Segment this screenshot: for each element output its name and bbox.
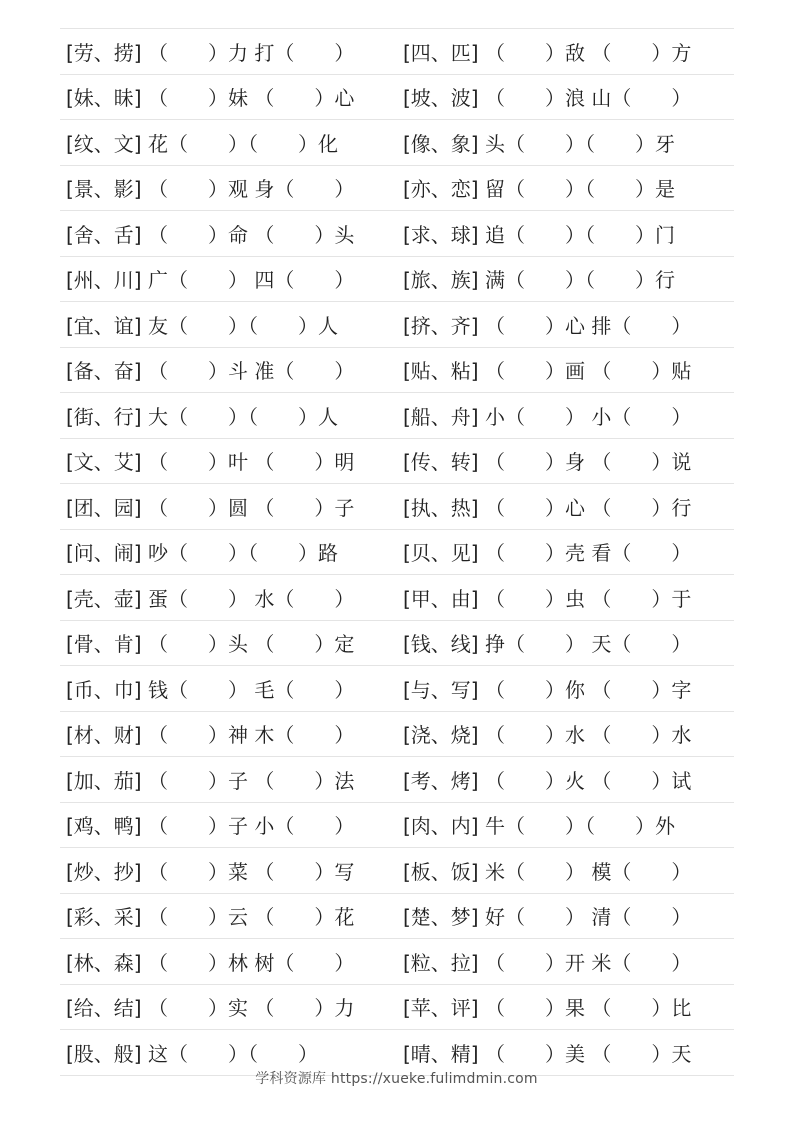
exercise-item-right: [旅、族] 满（ ）（ ）行	[403, 268, 675, 293]
exercise-item-left: [彩、采] （ ）云 （ ）花	[66, 905, 355, 930]
exercise-item-left: [给、结] （ ）实 （ ）力	[66, 996, 355, 1021]
table-row	[60, 484, 734, 530]
exercise-item-left: [币、巾] 钱（ ） 毛（ ）	[66, 677, 355, 702]
exercise-item-left: [劳、捞] （ ）力 打（ ）	[66, 40, 355, 65]
exercise-item-right: [贝、见] （ ）壳 看（ ）	[403, 541, 692, 566]
exercise-item-left: [州、川] 广（ ） 四（ ）	[66, 268, 355, 293]
exercise-item-left: [炒、抄] （ ）菜 （ ）写	[66, 859, 355, 884]
exercise-item-right: [亦、恋] 留（ ）（ ）是	[403, 177, 675, 202]
exercise-item-left: [鸡、鸭] （ ）子 小（ ）	[66, 814, 355, 839]
table-row	[60, 393, 734, 439]
exercise-item-right: [板、饭] 米（ ） 模（ ）	[403, 859, 692, 884]
exercise-item-right: [求、球] 追（ ）（ ）门	[403, 222, 675, 247]
table-row	[60, 75, 734, 121]
table-row	[60, 939, 734, 985]
exercise-item-right: [执、热] （ ）心 （ ）行	[403, 495, 692, 520]
exercise-item-left: [壳、壶] 蛋（ ） 水（ ）	[66, 586, 355, 611]
table-row	[60, 712, 734, 758]
exercise-item-right: [坡、波] （ ）浪 山（ ）	[403, 86, 692, 111]
table-row	[60, 757, 734, 803]
table-row	[60, 302, 734, 348]
table-row	[60, 666, 734, 712]
table-row	[60, 211, 734, 257]
table-row	[60, 120, 734, 166]
table-row	[60, 530, 734, 576]
watermark-footer: 学科资源库 https://xueke.fulimdmin.com	[255, 1071, 538, 1087]
exercise-item-right: [粒、拉] （ ）开 米（ ）	[403, 950, 692, 975]
exercise-item-right: [晴、精] （ ）美 （ ）天	[403, 1041, 692, 1066]
exercise-item-left: [材、财] （ ）神 木（ ）	[66, 723, 355, 748]
exercise-table	[60, 28, 734, 1076]
exercise-item-right: [船、舟] 小（ ） 小（ ）	[403, 404, 692, 429]
exercise-item-left: [问、闹] 吵（ ）（ ）路	[66, 541, 338, 566]
table-row	[60, 894, 734, 940]
exercise-item-left: [文、艾] （ ）叶 （ ）明	[66, 450, 355, 475]
table-row	[60, 166, 734, 212]
table-row	[60, 257, 734, 303]
exercise-item-left: [林、森] （ ）林 树（ ）	[66, 950, 355, 975]
exercise-item-left: [加、茄] （ ）子 （ ）法	[66, 768, 355, 793]
exercise-item-right: [像、象] 头（ ）（ ）牙	[403, 131, 675, 156]
exercise-item-right: [钱、线] 挣（ ） 天（ ）	[403, 632, 692, 657]
exercise-item-left: [舍、舌] （ ）命 （ ）头	[66, 222, 355, 247]
exercise-item-left: [股、般] 这（ ）（ ）	[66, 1041, 318, 1066]
exercise-item-left: [景、影] （ ）观 身（ ）	[66, 177, 355, 202]
table-row	[60, 803, 734, 849]
exercise-item-right: [贴、粘] （ ）画 （ ）贴	[403, 359, 692, 384]
table-row	[60, 848, 734, 894]
table-row	[60, 439, 734, 485]
exercise-item-right: [考、烤] （ ）火 （ ）试	[403, 768, 692, 793]
exercise-item-left: [街、行] 大（ ）（ ）人	[66, 404, 338, 429]
table-row	[60, 575, 734, 621]
exercise-item-left: [宜、谊] 友（ ）（ ）人	[66, 313, 338, 338]
exercise-item-right: [与、写] （ ）你 （ ）字	[403, 677, 692, 702]
exercise-item-left: [妹、昧] （ ）妹 （ ）心	[66, 86, 355, 111]
exercise-item-right: [传、转] （ ）身 （ ）说	[403, 450, 692, 475]
exercise-item-left: [备、奋] （ ）斗 准（ ）	[66, 359, 355, 384]
exercise-item-right: [四、匹] （ ）敌 （ ）方	[403, 40, 692, 65]
table-row	[60, 985, 734, 1031]
exercise-item-right: [浇、烧] （ ）水 （ ）水	[403, 723, 692, 748]
table-row	[60, 348, 734, 394]
exercise-item-right: [肉、内] 牛（ ）（ ）外	[403, 814, 675, 839]
exercise-item-left: [骨、肯] （ ）头 （ ）定	[66, 632, 355, 657]
table-row	[60, 29, 734, 75]
exercise-item-left: [团、园] （ ）圆 （ ）子	[66, 495, 355, 520]
exercise-item-right: [甲、由] （ ）虫 （ ）于	[403, 586, 692, 611]
table-row	[60, 621, 734, 667]
exercise-item-left: [纹、文] 花（ ）（ ）化	[66, 131, 338, 156]
exercise-item-right: [挤、齐] （ ）心 排（ ）	[403, 313, 692, 338]
exercise-item-right: [苹、评] （ ）果 （ ）比	[403, 996, 692, 1021]
exercise-item-right: [楚、梦] 好（ ） 清（ ）	[403, 905, 692, 930]
